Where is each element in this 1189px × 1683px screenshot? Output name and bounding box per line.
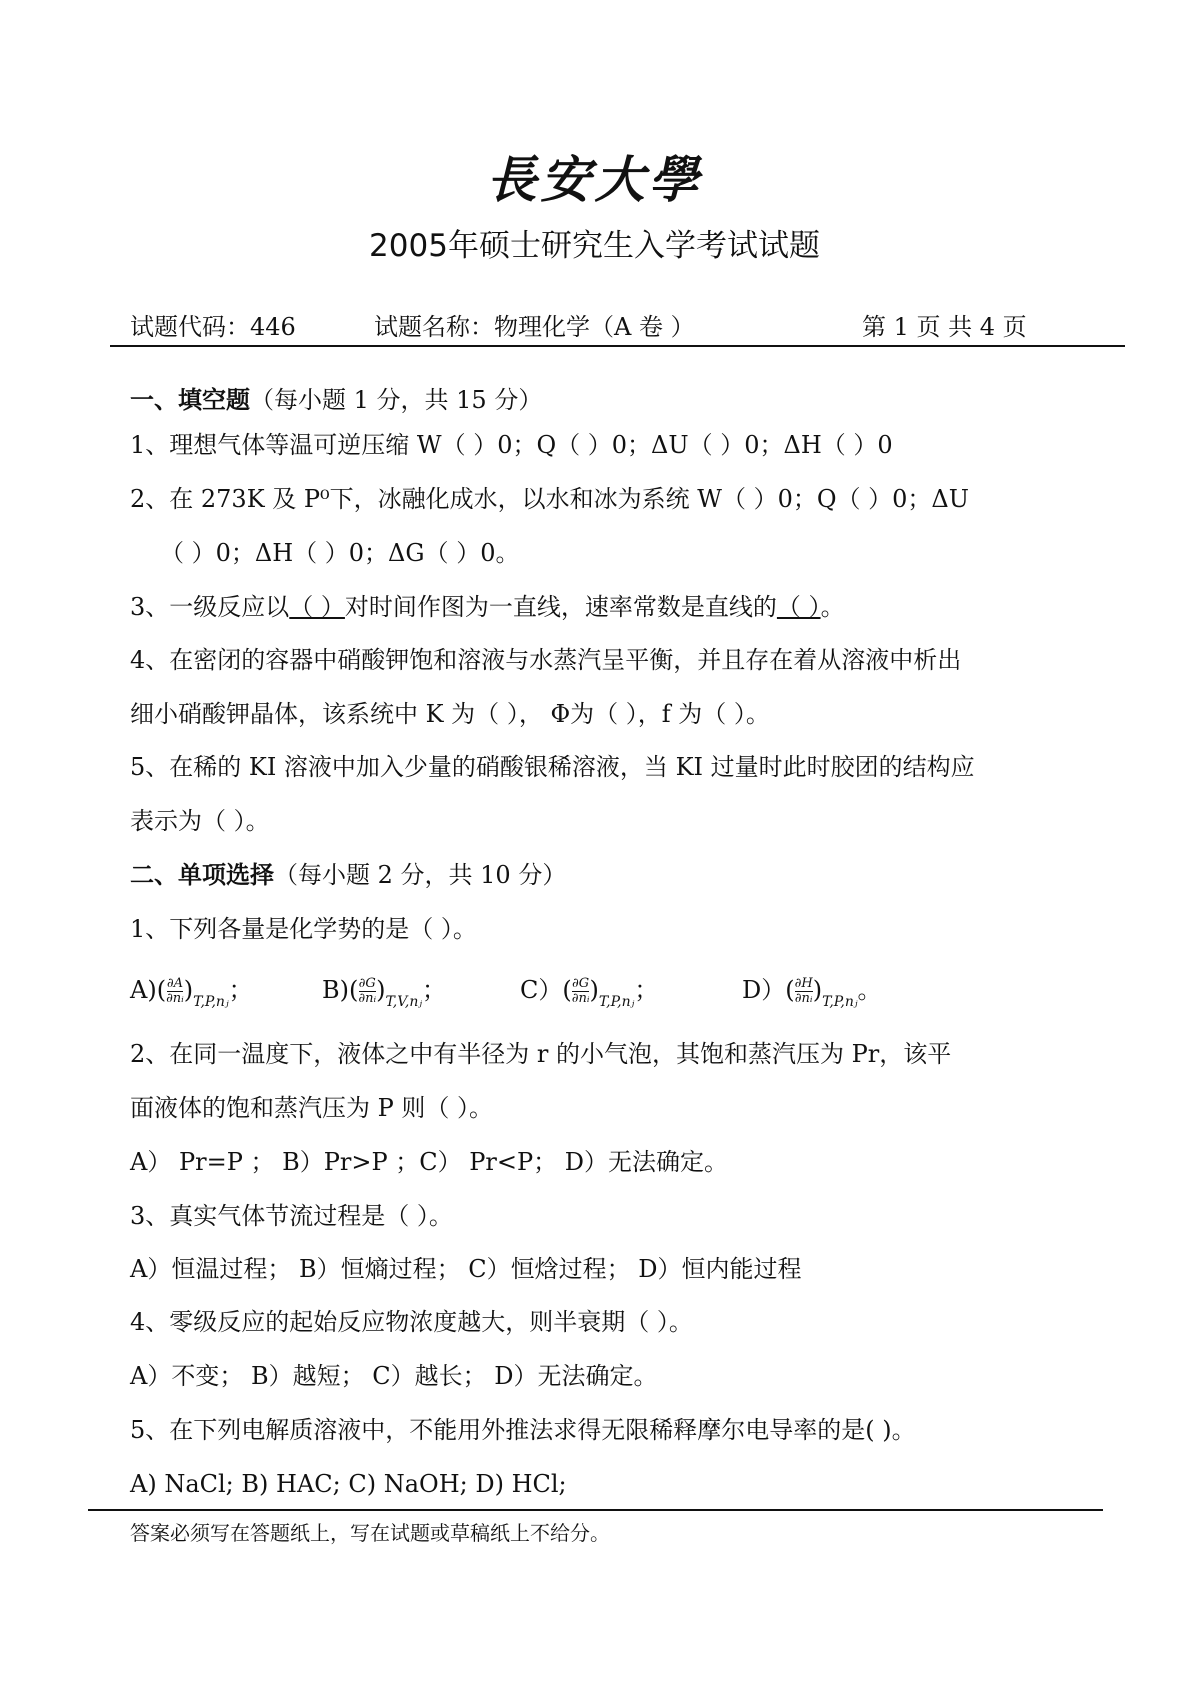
option-a: A)( $\frac{\partial A}{\text{∂nᵢ}}$ )$_{T,P,nⱼ}$； [130,976,253,1010]
section1-heading [130,385,542,415]
question-line: 4、零级反应的起始反应物浓度越大，则半衰期（ ）。 [130,1308,693,1336]
section2-heading [130,860,566,890]
question-line: 3、真实气体节流过程是（ ）。 [130,1202,453,1230]
question-line: A）恒温过程； B）恒熵过程； C）恒焓过程； D）恒内能过程 [130,1255,802,1283]
option-b: B)( $\frac{\partial G}{\text{∂nᵢ}}$ )$_{T,V,nⱼ}$； [322,976,447,1010]
question-line: 细小硝酸钾晶体，该系统中 K 为（ ）， Φ为（ ），f 为（ ）。 [130,700,770,728]
university-logo: 長安大學 [486,150,703,209]
q3-blank: （ ） [289,593,345,621]
question-line: 1、下列各量是化学势的是（ ）。 [130,915,477,943]
question-line: （ ）0；ΔH（ ）0；ΔG（ ）0。 [160,539,520,567]
question-line: 面液体的饱和蒸汽压为 P 则（ ）。 [130,1094,494,1122]
section2-note: （每小题 2 分，共 10 分） [274,861,567,889]
q3-text: 。 [820,593,845,621]
q3-text: 3、一级反应以 [130,593,290,621]
exam-name: 试题名称：物理化学（A 卷 ） [374,313,695,341]
question-line: A）不变； B）越短； C）越长； D）无法确定。 [130,1362,658,1390]
section1-note: （每小题 1 分，共 15 分） [250,386,543,414]
question-line: 5、在下列电解质溶液中，不能用外推法求得无限稀释摩尔电导率的是( )。 [130,1416,916,1444]
question-line: 1、理想气体等温可逆压缩 W（ ）0；Q（ ）0；ΔU（ ）0；ΔH（ ）0 [130,431,893,459]
exam-title: 2005年硕士研究生入学考试试题 [369,228,820,264]
q3-blank: （ ） [776,593,821,621]
section1-title: 一、填空题 [130,386,250,414]
footer-note: 答案必须写在答题纸上，写在试题或草稿纸上不给分。 [130,1521,610,1545]
section2-title: 二、单项选择 [130,861,274,889]
question-line: 4、在密闭的容器中硝酸钾饱和溶液与水蒸汽呈平衡，并且存在着从溶液中析出 [130,646,962,674]
question-line: 2、在 273K 及 P⁰下，冰融化成水，以水和冰为系统 W（ ）0；Q（ ）0；ΔU [130,485,969,513]
question-line: 2、在同一温度下，液体之中有半径为 r 的小气泡，其饱和蒸汽压为 Pr，该平 [130,1040,952,1068]
option-c: C）( $\frac{\partial G}{\text{∂nᵢ}}$ )$_{T,P,nⱼ}$； [520,976,659,1010]
question-line: A) NaCl; B) HAC; C) NaOH; D) HCl; [130,1470,567,1498]
question-line [130,592,845,622]
header-rule [110,345,1125,347]
q3-text: 对时间作图为一直线，速率常数是直线的 [344,593,777,621]
page-number: 第 1 页 共 4 页 [862,313,1027,341]
question-line: A） Pr=P ； B）Pr>P ；C） Pr<P； D）无法确定。 [130,1148,728,1176]
footer-rule [88,1509,1103,1511]
question-line: 表示为（ ）。 [130,807,270,835]
question-line: 5、在稀的 KI 溶液中加入少量的硝酸银稀溶液，当 KI 过量时此时胶团的结构应 [130,753,975,781]
option-d: D）( $\frac{\partial H}{\text{∂nᵢ}}$ )$_{T,P,nⱼ}$。 [742,976,882,1010]
exam-code: 试题代码：446 [130,313,296,341]
